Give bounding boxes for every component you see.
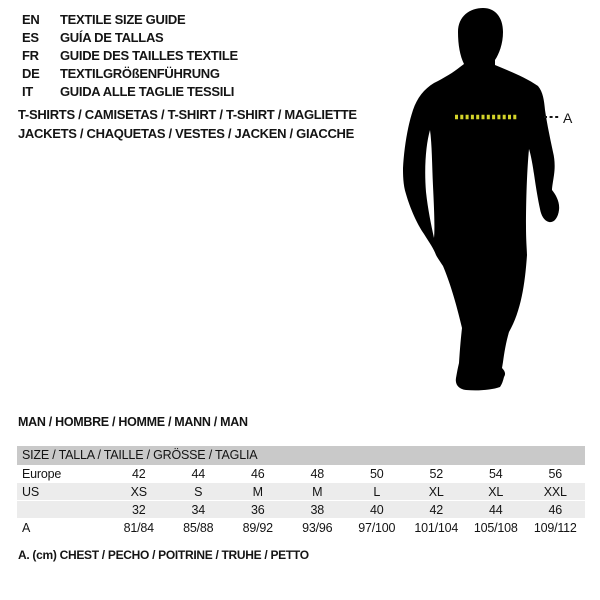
size-cell: L [373, 484, 381, 499]
man-silhouette-shape [403, 8, 559, 390]
size-cell: 93/96 [302, 520, 333, 535]
size-cell: 40 [369, 502, 384, 517]
size-cell: 54 [488, 466, 503, 481]
size-cell: 81/84 [123, 520, 154, 535]
size-cell: 109/112 [533, 520, 577, 535]
size-cell: 97/100 [358, 520, 396, 535]
size-cell: 85/88 [183, 520, 214, 535]
size-cell: 48 [310, 466, 324, 481]
size-cell: S [194, 484, 203, 499]
lang-code: DE [22, 65, 40, 81]
size-cell: XL [488, 484, 504, 499]
language-list [22, 10, 238, 100]
lang-row-fr [22, 46, 238, 64]
size-table [17, 446, 585, 537]
lang-code: ES [22, 29, 39, 45]
size-cell: 38 [310, 502, 324, 517]
category-line-tshirts: T-SHIRTS / CAMISETAS / T-SHIRT / T-SHIRT / MAGLIETTE [18, 107, 357, 122]
lang-label: GUIDE DES TAILLES TEXTILE [60, 47, 238, 63]
size-cell: 32 [131, 502, 146, 517]
size-cell: 42 [429, 502, 443, 517]
size-cell: 50 [369, 466, 384, 481]
size-cell: 44 [191, 466, 205, 481]
man-silhouette-svg [398, 2, 588, 398]
lang-code: EN [22, 11, 40, 27]
lang-label: GUÍA DE TALLAS [60, 29, 164, 45]
measure-label-a: A [563, 110, 573, 126]
section-title-man: MAN / HOMBRE / HOMME / MANN / MAN [18, 415, 248, 429]
lang-row-de [22, 64, 238, 82]
size-cell: 36 [250, 502, 265, 517]
table-row-us [17, 483, 585, 501]
size-cell: 101/104 [414, 520, 459, 535]
size-cell: 46 [548, 502, 562, 517]
row-label: A [22, 520, 31, 535]
category-lines [18, 106, 357, 143]
table-row-numeric [17, 501, 585, 519]
row-label: US [22, 484, 39, 499]
size-cell: 89/92 [242, 520, 273, 535]
size-cell: 105/108 [473, 520, 518, 535]
lang-label: GUIDA ALLE TAGLIE TESSILI [60, 83, 235, 99]
size-cell: 52 [429, 466, 443, 481]
size-cell: 34 [191, 502, 205, 517]
size-cell: 44 [488, 502, 503, 517]
size-cell: 46 [250, 466, 265, 481]
lang-label: TEXTILE SIZE GUIDE [60, 11, 186, 27]
size-cell: XS [130, 484, 147, 499]
man-silhouette-figure [398, 2, 588, 398]
lang-row-en [22, 10, 238, 28]
size-cell: M [252, 484, 263, 499]
size-cell: 56 [548, 466, 562, 481]
size-cell: XL [428, 484, 444, 499]
lang-code: FR [22, 47, 39, 63]
table-row-chest-a [17, 519, 585, 537]
lang-row-it [22, 82, 238, 100]
footnote-chest-measure: A. (cm) CHEST / PECHO / POITRINE / TRUHE / PETTO [18, 548, 309, 562]
size-cell: XXL [543, 484, 567, 499]
lang-row-es [22, 28, 238, 46]
table-row-europe [17, 465, 585, 483]
lang-label: TEXTILGRÖßENFÜHRUNG [60, 65, 220, 81]
size-cell: M [312, 484, 323, 499]
size-cell: 42 [131, 466, 146, 481]
row-label: Europe [22, 466, 62, 481]
size-table-header: SIZE / TALLA / TAILLE / GRÖSSE / TAGLIA [17, 446, 585, 465]
lang-code: IT [22, 83, 33, 99]
category-line-jackets: JACKETS / CHAQUETAS / VESTES / JACKEN / GIACCHE [18, 125, 354, 141]
